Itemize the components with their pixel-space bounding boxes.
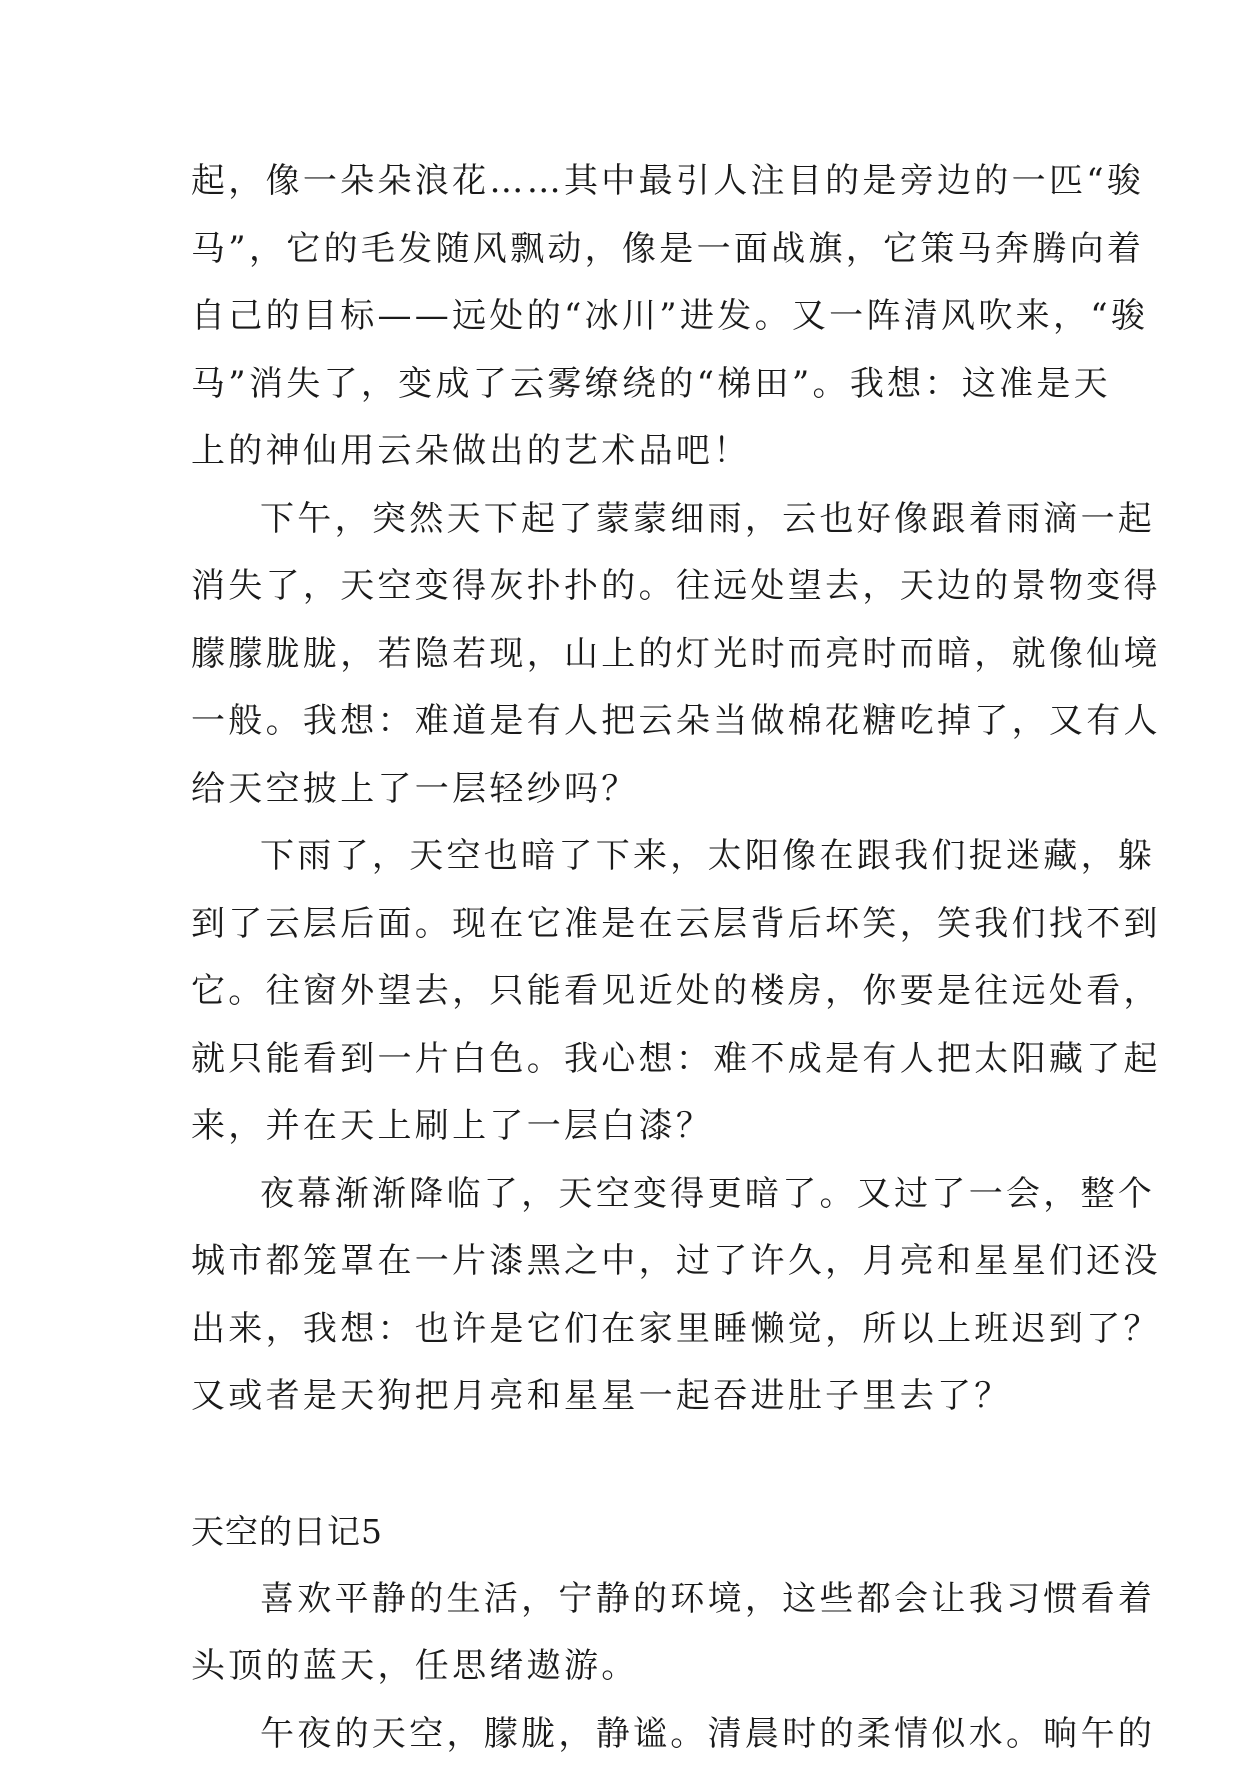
paragraph-line: 消失了，天空变得灰扑扑的。往远处望去，天边的景物变得 xyxy=(191,553,1051,621)
paragraph-line: 马”，它的毛发随风飘动，像是一面战旗，它策马奔腾向着 xyxy=(191,216,1051,284)
paragraph-line: 一般。我想：难道是有人把云朵当做棉花糖吃掉了，又有人 xyxy=(191,688,1051,756)
paragraph-line: 出来，我想：也许是它们在家里睡懒觉，所以上班迟到了？ xyxy=(191,1296,1051,1364)
paragraph-line: 下雨了，天空也暗了下来，太阳像在跟我们捉迷藏，躲 xyxy=(191,823,1051,891)
paragraph-line: 就只能看到一片白色。我心想：难不成是有人把太阳藏了起 xyxy=(191,1026,1051,1094)
paragraph-line: 朦朦胧胧，若隐若现，山上的灯光时而亮时而暗，就像仙境 xyxy=(191,621,1051,689)
paragraph-line: 马”消失了，变成了云雾缭绕的“梯田”。我想：这准是天 xyxy=(191,351,1051,419)
paragraph-line: 午夜的天空，朦胧，静谧。清晨时的柔情似水。晌午的 xyxy=(191,1701,1051,1768)
paragraph-line: 城市都笼罩在一片漆黑之中，过了许久，月亮和星星们还没 xyxy=(191,1228,1051,1296)
paragraph-line: 上的神仙用云朵做出的艺术品吧！ xyxy=(191,418,1051,486)
paragraph-line: 又或者是天狗把月亮和星星一起吞进肚子里去了？ xyxy=(191,1363,1051,1431)
paragraph-line: 自己的目标——远处的“冰川”进发。又一阵清风吹来，“骏 xyxy=(191,283,1051,351)
paragraph-line: 起，像一朵朵浪花……其中最引人注目的是旁边的一匹“骏 xyxy=(191,148,1051,216)
paragraph-line: 它。往窗外望去，只能看见近处的楼房，你要是往远处看， xyxy=(191,958,1051,1026)
paragraph-line: 来，并在天上刷上了一层白漆？ xyxy=(191,1093,1051,1161)
paragraph-line: 给天空披上了一层轻纱吗？ xyxy=(191,756,1051,824)
document-body xyxy=(191,148,1051,1768)
section-gap xyxy=(191,1431,1051,1499)
paragraph-line: 到了云层后面。现在它准是在云层背后坏笑，笑我们找不到 xyxy=(191,891,1051,959)
paragraph-line: 头顶的蓝天，任思绪遨游。 xyxy=(191,1633,1051,1701)
paragraph-line: 下午，突然天下起了蒙蒙细雨，云也好像跟着雨滴一起 xyxy=(191,486,1051,554)
paragraph-line: 夜幕渐渐降临了，天空变得更暗了。又过了一会，整个 xyxy=(191,1161,1051,1229)
section-heading: 天空的日记5 xyxy=(191,1498,1051,1566)
paragraph-line: 喜欢平静的生活，宁静的环境，这些都会让我习惯看着 xyxy=(191,1566,1051,1634)
